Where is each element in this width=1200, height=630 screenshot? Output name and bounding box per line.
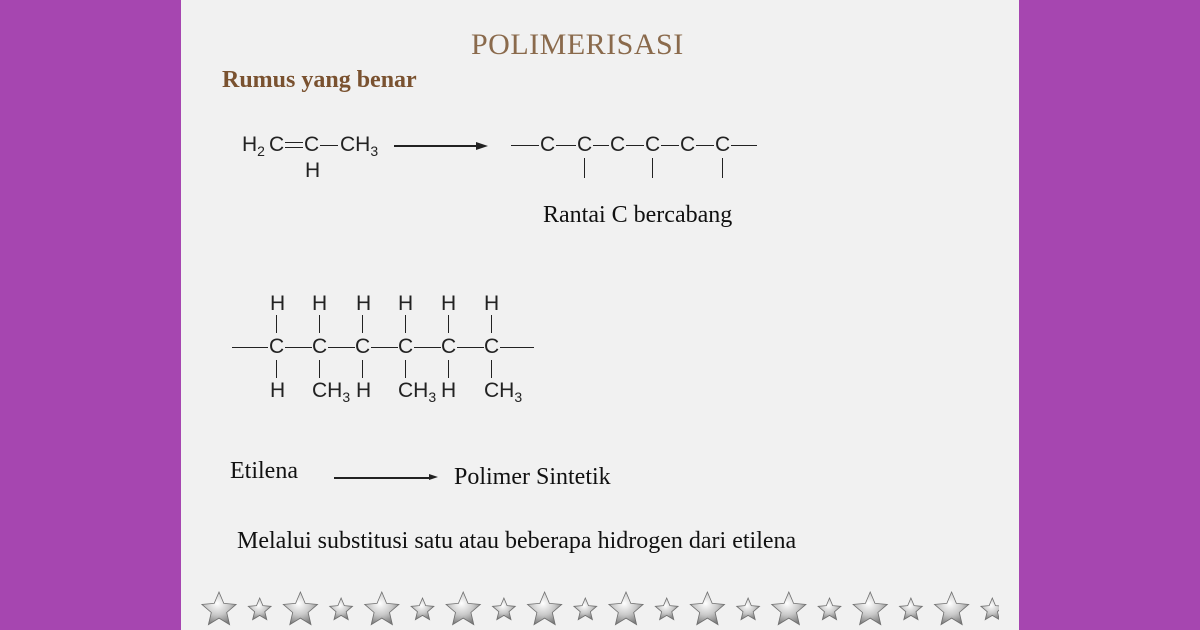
polymer-top-h: H <box>484 292 500 315</box>
chain-atom: C <box>645 133 661 156</box>
star-icon <box>853 592 887 625</box>
equation-right: Polimer Sintetik <box>454 464 611 490</box>
chain-atom: C <box>540 133 556 156</box>
star-icon <box>772 592 806 625</box>
polymer-carbon: C <box>269 335 285 358</box>
star-border <box>199 586 999 630</box>
star-icon <box>574 598 597 620</box>
slide <box>181 0 1019 630</box>
chain-atom: C <box>680 133 696 156</box>
star-icon <box>202 592 236 625</box>
polymer-carbon: C <box>312 335 328 358</box>
polymer-top-h: H <box>398 292 414 315</box>
star-icon <box>981 598 999 620</box>
chain-atom: C <box>715 133 731 156</box>
slide-title: POLIMERISASI <box>471 28 684 61</box>
polymer-bottom-group: H <box>356 379 372 402</box>
star-icon <box>365 592 399 625</box>
polymer-top-h: H <box>312 292 328 315</box>
monomer-c2: C <box>304 133 320 156</box>
polymer-top-h: H <box>441 292 457 315</box>
polymer-bottom-group: $CH_3$ <box>312 379 351 406</box>
polymer-top-h: H <box>356 292 372 315</box>
star-icon <box>690 592 724 625</box>
star-icon <box>818 598 841 620</box>
chain-atom: C <box>610 133 626 156</box>
star-icon <box>283 592 317 625</box>
monomer-c1: C <box>269 133 285 156</box>
star-icon <box>528 592 562 625</box>
star-icon <box>935 592 969 625</box>
polymer-bottom-group: H <box>441 379 457 402</box>
polymer-bottom-group: H <box>270 379 286 402</box>
polymer-bottom-group: $CH_3$ <box>398 379 437 406</box>
star-icon <box>446 592 480 625</box>
polymer-top-h: H <box>270 292 286 315</box>
equation-left: Etilena <box>230 458 298 484</box>
monomer-h2: $H_2$ <box>242 133 265 160</box>
star-icon <box>330 598 353 620</box>
chain-label: Rantai C bercabang <box>543 202 733 228</box>
star-icon <box>493 598 516 620</box>
polymer-carbon: C <box>484 335 500 358</box>
star-icon <box>737 598 760 620</box>
polymer-carbon: C <box>355 335 371 358</box>
star-icon <box>655 598 678 620</box>
star-icon <box>411 598 434 620</box>
star-icon <box>900 598 923 620</box>
polymer-carbon: C <box>441 335 457 358</box>
polymer-bottom-group: $CH_3$ <box>484 379 523 406</box>
note-text: Melalui substitusi satu atau beberapa hidrogen dari etilena <box>237 528 797 554</box>
monomer-ch3: $CH_3$ <box>340 133 379 160</box>
polymer-carbon: C <box>398 335 414 358</box>
slide-subtitle: Rumus yang benar <box>222 67 417 93</box>
star-icon <box>609 592 643 625</box>
monomer-h: H <box>305 159 321 182</box>
chain-atom: C <box>577 133 593 156</box>
star-icon <box>248 598 271 620</box>
